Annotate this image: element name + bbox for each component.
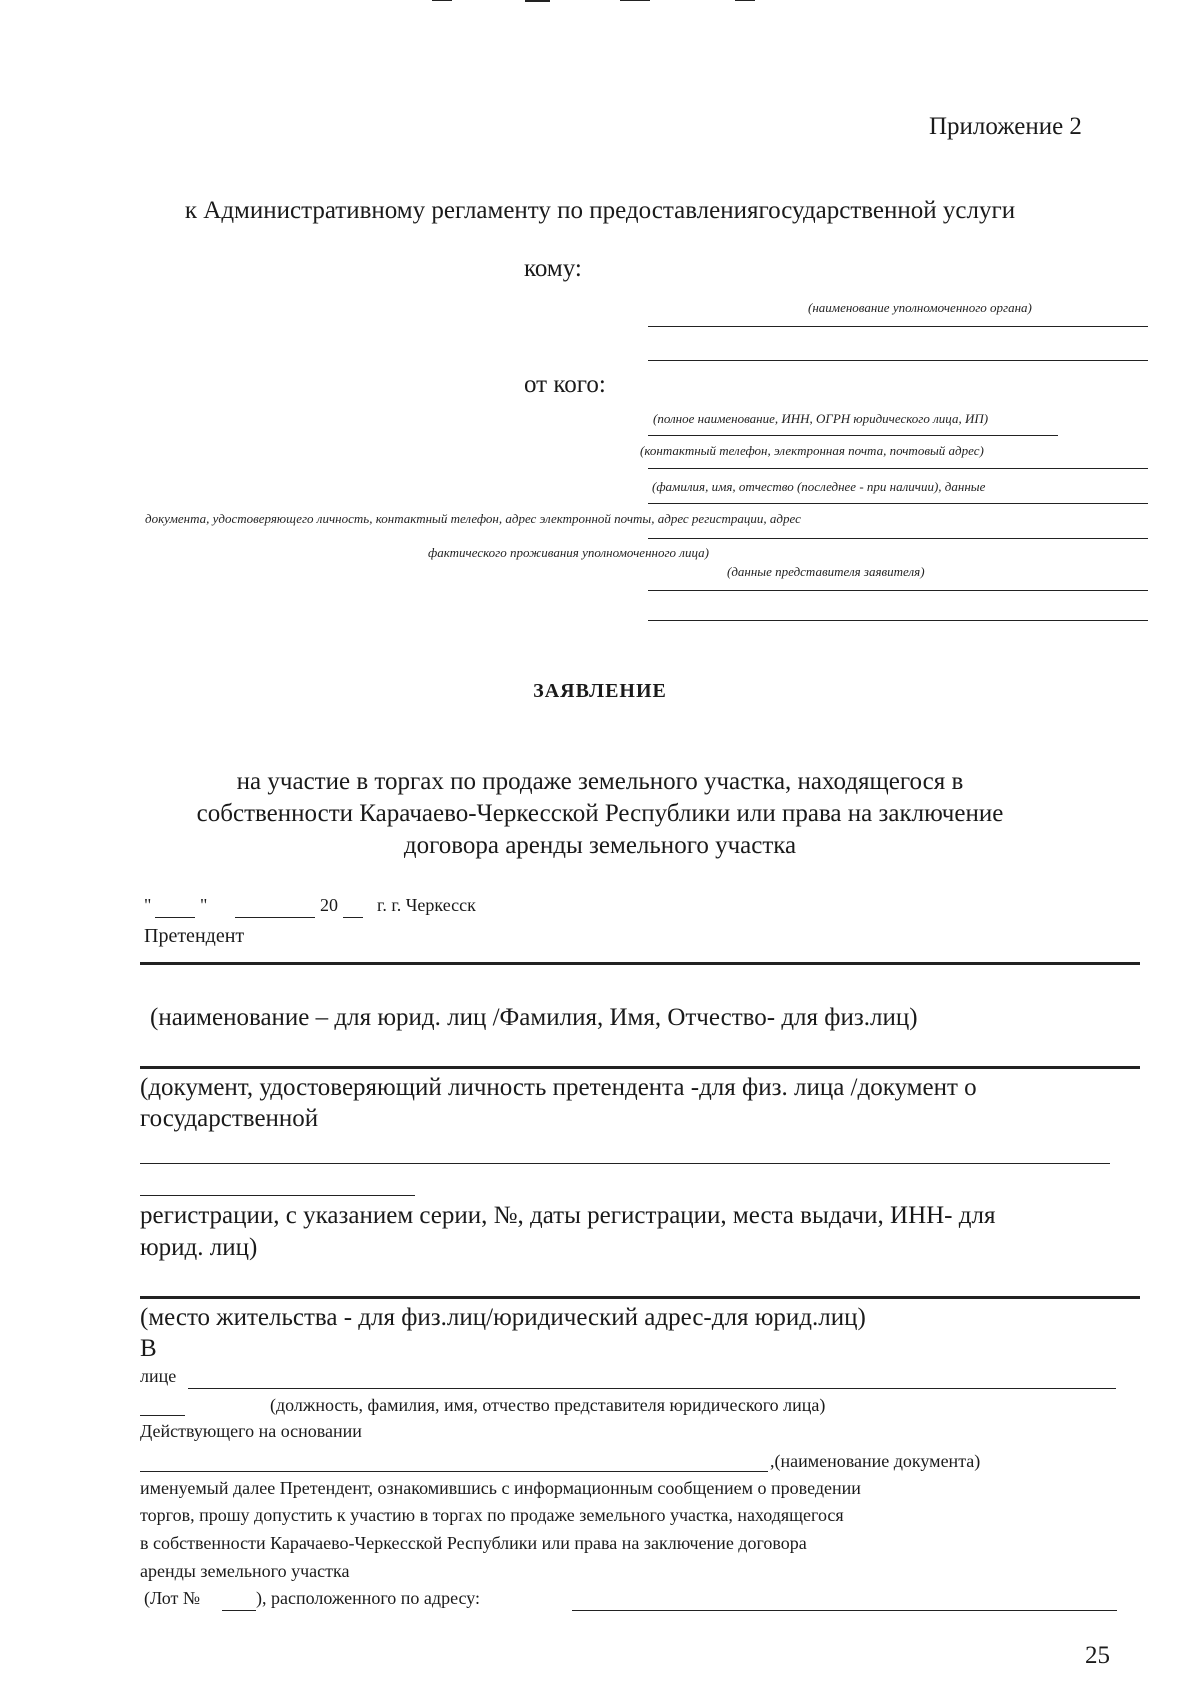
from-caption-representative: (данные представителя заявителя) [727,564,925,579]
representative-prefix: В [140,1335,157,1362]
from-field-line[interactable] [648,468,1148,469]
scan-artifact-line [525,0,550,2]
body-paragraph-line: именуемый далее Претендент, ознакомившись с информационным сообщением о проведении [140,1478,861,1498]
applicant-registration-caption-1: регистрации, с указанием серии, №, даты регистрации, места выдачи, ИНН- для [140,1202,996,1229]
lot-suffix: ), расположенного по адресу: [256,1588,481,1608]
body-paragraph-line: в собственности Карачаево-Черкесской Республики или права на заключение договора [140,1533,807,1553]
representative-acting-label: Действующего на основании [140,1421,362,1441]
body-paragraph-line: торгов, прошу допустить к участию в торгах по продаже земельного участка, находящегося [140,1505,844,1525]
appendix-number: Приложение 2 [929,113,1082,140]
subtitle-line: договора аренды земельного участка [403,832,797,859]
representative-person-field[interactable] [188,1388,1116,1389]
date-quote-open: " [144,895,152,915]
applicant-label: Претендент [144,925,245,947]
from-caption-person-2: документа, удостоверяющего личность, контактный телефон, адрес электронной почты, адрес регистрации, адрес [145,511,801,526]
applicant-document-field[interactable] [140,1195,415,1196]
lot-address-field[interactable] [572,1610,1117,1611]
applicant-document-caption-2: государственной [140,1105,319,1132]
from-caption-contacts: (контактный телефон, электронная почта, почтовый адрес) [640,443,984,458]
document-title: ЗАЯВЛЕНИЕ [533,680,667,702]
scan-artifact-line [620,0,650,1]
date-quote-close: " [200,895,208,915]
applicant-name-field[interactable] [140,962,1140,965]
applicant-address-field[interactable] [140,1296,1140,1299]
applicant-document-caption-1: (документ, удостоверяющий личность претендента -для физ. лица /документ о [140,1074,977,1101]
representative-person-field[interactable] [140,1415,185,1416]
date-city: г. г. Черкесск [377,895,476,915]
to-label: кому: [524,255,582,282]
applicant-document-field[interactable] [140,1163,1110,1164]
from-field-line[interactable] [648,538,1148,539]
applicant-name-caption: (наименование – для юрид. лиц /Фамилия, Имя, Отчество- для физ.лиц) [150,1004,918,1031]
date-year-prefix: 20 [320,895,338,915]
representative-person-label: лице [140,1366,177,1386]
page-number: 25 [1085,1642,1110,1669]
date-day-field[interactable] [155,917,195,918]
representative-field-line[interactable] [648,590,1148,591]
representative-basis-field[interactable] [140,1471,768,1472]
subtitle-line: собственности Карачаево-Черкесской Республики или права на заключение [196,800,1004,827]
from-field-line[interactable] [648,435,1058,436]
representative-document-caption: ,(наименование документа) [770,1451,981,1471]
date-year-field[interactable] [343,917,363,918]
from-label: от кого: [524,371,606,398]
from-field-line[interactable] [648,503,1148,504]
to-field-line[interactable] [648,326,1148,327]
representative-field-line[interactable] [648,620,1148,621]
scan-artifact-line [432,0,452,1]
subtitle-line: на участие в торгах по продаже земельного участка, находящегося в [236,768,964,795]
from-caption-person-3: фактического проживания уполномоченного лица) [428,545,709,560]
date-month-field[interactable] [235,917,315,918]
scan-artifact-line [735,0,755,1]
to-field-line[interactable] [648,360,1148,361]
to-caption: (наименование уполномоченного органа) [808,300,1032,315]
regulation-reference: к Административному регламенту по предоставлениягосударственной услуги [184,197,1016,224]
body-paragraph-line: аренды земельного участка [140,1561,350,1581]
applicant-document-field[interactable] [140,1066,1140,1069]
from-caption-person-1: (фамилия, имя, отчество (последнее - при наличии), данные [652,479,986,494]
representative-caption: (должность, фамилия, имя, отчество представителя юридического лица) [270,1395,826,1415]
lot-number-field[interactable] [222,1610,256,1611]
lot-prefix: (Лот № [144,1588,201,1608]
applicant-registration-caption-2: юрид. лиц) [140,1234,258,1261]
from-caption-legal: (полное наименование, ИНН, ОГРН юридического лица, ИП) [653,411,989,426]
applicant-address-caption: (место жительства - для физ.лиц/юридический адрес-для юрид.лиц) [140,1304,866,1331]
